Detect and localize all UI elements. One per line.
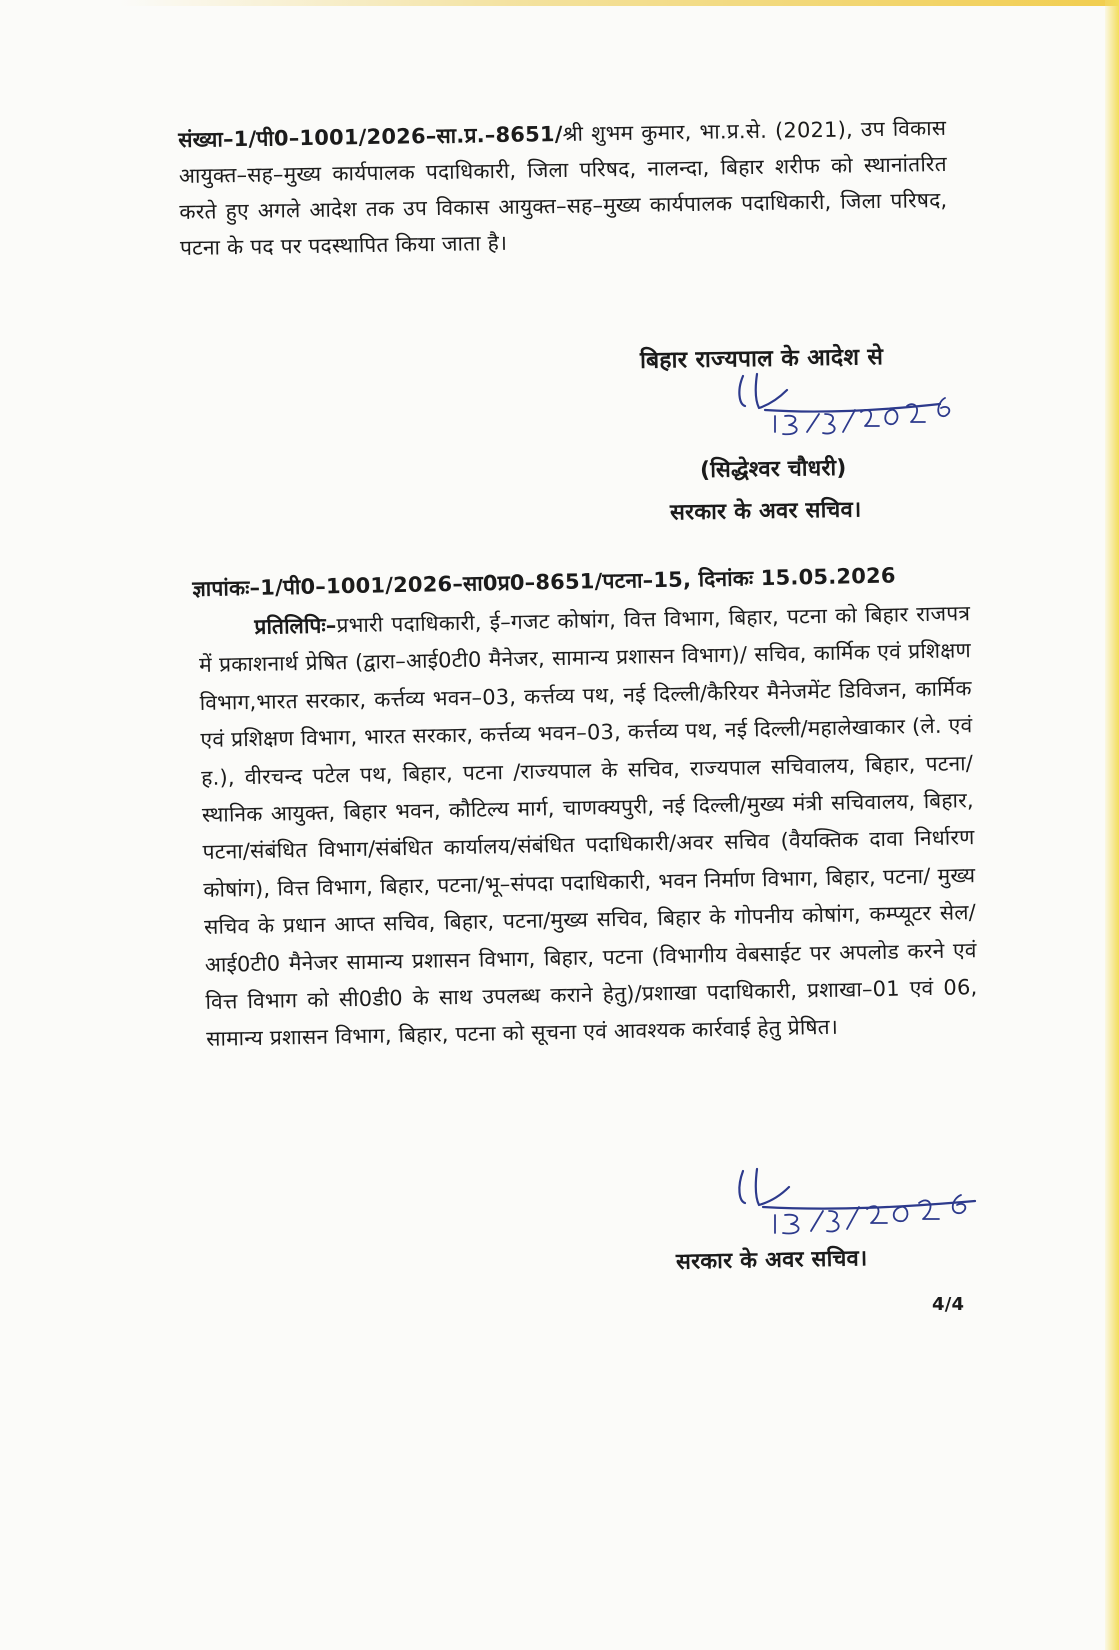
paper-edge-right <box>1105 0 1119 1650</box>
handwritten-signature-2 <box>735 1165 1015 1250</box>
copy-label: प्रतिलिपिः– <box>254 613 337 639</box>
handwritten-signature <box>735 370 975 450</box>
page-number: 4/4 <box>932 1294 965 1315</box>
copy-to-paragraph <box>198 595 978 1059</box>
order-reference: संख्या–1/पी0–1001/2026–सा.प्र.–8651/ <box>178 121 563 152</box>
paper-edge-top <box>120 0 1119 6</box>
signatory-name: (सिद्धेश्वर चौधरी) <box>699 455 847 484</box>
signatory-title-2: सरकार के अवर सचिव। <box>675 1246 868 1275</box>
memo-reference: ज्ञापांकः–1/पी0–1001/2026–सा0प्र0–8651/पटना–15, दिनांकः 15.05.2026 <box>192 563 896 601</box>
copy-body: प्रभारी पदाधिकारी, ई–गजट कोषांग, वित्त विभाग, बिहार, पटना को बिहार राजपत्र में प्रकाशनार्थ प्रेषित (द्वारा–आई0टी0 मैनेजर, सामान्य प्रशासन विभाग)/ सचिव, कार्मिक एवं प्रशिक्षण विभाग,भारत सरकार, कर्त्तव्य भवन–03, कर्त्तव्य पथ, नई दिल्ली/कैरियर मैनेजमेंट डिविजन, कार्मिक एवं प्रशिक्षण विभाग, भारत सरकार, कर्त्तव्य भवन–03, कर्त्तव्य पथ, नई दिल्ली/महालेखाकार (ले. एवं ह.), वीरचन्द पटेल पथ, बिहार, पटना /राज्यपाल के सचिव, राज्यपाल सचिवालय, बिहार, पटना/ स्थानिक आयुक्त, बिहार भवन, कौटिल्य मार्ग, चाणक्यपुरी, नई दिल्ली/मुख्य मंत्री सचिवालय, बिहार, पटना/संबंधित विभाग/संबंधित कार्यालय/संबंधित पदाधिकारी/अवर सचिव (वैयक्तिक दावा निर्धारण कोषांग), वित्त विभाग, बिहार, पटना/भू–संपदा पदाधिकारी, भवन निर्माण विभाग, बिहार, पटना/ मुख्य सचिव के प्रधान आप्त सचिव, बिहार, पटना/मुख्य सचिव, बिहार के गोपनीय कोषांग, कम्प्यूटर सेल/आई0टी0 मैनेजर सामान्य प्रशासन विभाग, बिहार, पटना (विभागीय वेबसाईट पर अपलोड करने एवं वित्त विभाग को सी0डी0 के साथ उपलब्ध कराने हेतु)/प्रशाखा पदाधिकारी, प्रशाखा–01 एवं 06, सामान्य प्रशासन विभाग, बिहार, पटना को सूचना एवं आवश्यक कार्रवाई हेतु प्रेषित। <box>198 601 978 1052</box>
by-order-of-governor: बिहार राज्यपाल के आदेश से <box>639 344 884 374</box>
order-paragraph <box>178 110 948 266</box>
signatory-title: सरकार के अवर सचिव। <box>669 497 862 526</box>
order-body: श्री शुभम कुमार, भा.प्र.से. (2021), उप विकास आयुक्त–सह–मुख्य कार्यपालक पदाधिकारी, जिला परिषद, नालन्दा, बिहार शरीफ को स्थानांतरित करते हुए अगले आदेश तक उप विकास आयुक्त–सह–मुख्य कार्यपालक पदाधिकारी, जिला परिषद, पटना के पद पर पदस्थापित किया जाता है। <box>178 115 948 260</box>
